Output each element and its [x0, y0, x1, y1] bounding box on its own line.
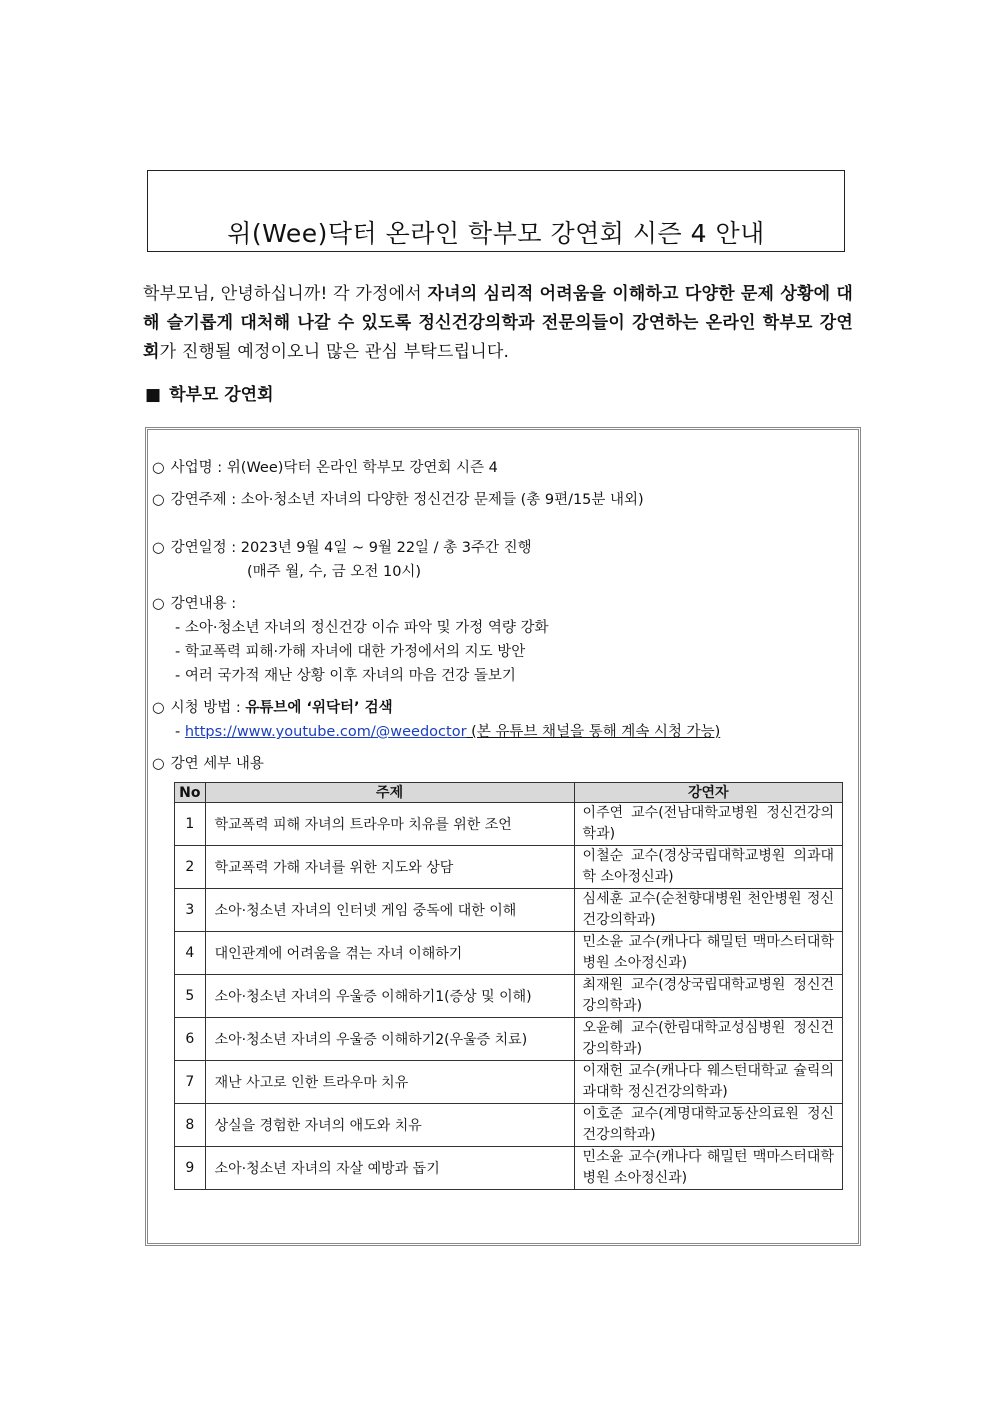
- table-row: [175, 1104, 843, 1147]
- circle-bullet-icon: ○: [152, 540, 165, 556]
- row-speaker: 민소윤 교수(캐나다 해밀턴 맥마스터대학병원 소아정신과): [574, 1147, 842, 1190]
- watch-dash: -: [175, 724, 185, 740]
- row-no: 5: [175, 975, 206, 1018]
- schedule-text: 강연일정 : 2023년 9월 4일 ~ 9월 22일 / 총 3주간 진행: [170, 540, 532, 556]
- intro-text-2: 가 진행될 예정이오니 많은 관심 부탁드립니다.: [159, 342, 510, 362]
- intro-paragraph: [143, 280, 853, 367]
- row-no: 8: [175, 1104, 206, 1147]
- detail-theme: [152, 490, 644, 510]
- row-speaker: 이호준 교수(계명대학교동산의료원 정신건강의학과): [574, 1104, 842, 1147]
- lecture-table: [174, 782, 843, 1190]
- row-no: 3: [175, 889, 206, 932]
- header-no: No: [175, 783, 206, 803]
- row-speaker: 오윤혜 교수(한림대학교성심병원 정신건강의학과): [574, 1018, 842, 1061]
- detail-schedule: [152, 538, 532, 558]
- detail-watch: [152, 698, 393, 718]
- row-speaker: 이재헌 교수(캐나다 웨스턴대학교 슐릭의과대학 정신건강의학과): [574, 1061, 842, 1104]
- circle-bullet-icon: ○: [152, 700, 165, 716]
- row-topic: 상실을 경험한 자녀의 애도와 치유: [205, 1104, 574, 1147]
- table-row: [175, 846, 843, 889]
- row-speaker: 심세훈 교수(순천향대병원 천안병원 정신건강의학과): [574, 889, 842, 932]
- detail-lecture-label: [152, 754, 264, 774]
- watch-note: (본 유튜브 채널을 통해 계속 시청 가능): [466, 724, 721, 740]
- row-topic: 재난 사고로 인한 트라우마 치유: [205, 1061, 574, 1104]
- section-heading-label: 학부모 강연회: [169, 385, 274, 405]
- content-item: - 여러 국가적 재난 상황 이후 자녀의 마음 건강 돌보기: [175, 668, 516, 684]
- row-no: 4: [175, 932, 206, 975]
- table-row: [175, 1147, 843, 1190]
- row-speaker: 이철순 교수(경상국립대학교병원 의과대학 소아정신과): [574, 846, 842, 889]
- watch-link-line: [175, 722, 720, 742]
- schedule-sub: (매주 월, 수, 금 오전 10시): [247, 564, 422, 580]
- circle-bullet-icon: ○: [152, 756, 165, 772]
- page-title: 위(Wee)닥터 온라인 학부모 강연회 시즌 4 안내: [227, 219, 765, 248]
- youtube-link[interactable]: https://www.youtube.com/@weedoctor: [184, 724, 467, 740]
- row-topic: 소아·청소년 자녀의 자살 예방과 돕기: [205, 1147, 574, 1190]
- project-text: 사업명 : 위(Wee)닥터 온라인 학부모 강연회 시즌 4: [170, 460, 498, 476]
- theme-text: 강연주제 : 소아·청소년 자녀의 다양한 정신건강 문제들 (총 9편/15분 내외): [170, 492, 644, 508]
- intro-text-1: 학부모님, 안녕하십니까! 각 가정에서: [143, 284, 428, 304]
- row-speaker: 이주연 교수(전남대학교병원 정신건강의학과): [574, 803, 842, 846]
- table-row: [175, 932, 843, 975]
- table-row: [175, 889, 843, 932]
- row-topic: 소아·청소년 자녀의 우울증 이해하기2(우울증 치료): [205, 1018, 574, 1061]
- title-box: [147, 170, 845, 252]
- table-row: [175, 803, 843, 846]
- row-no: 9: [175, 1147, 206, 1190]
- row-no: 7: [175, 1061, 206, 1104]
- header-topic: 주제: [205, 783, 574, 803]
- content-item: - 소아·청소년 자녀의 정신건강 이슈 파악 및 가정 역량 강화: [175, 620, 549, 636]
- row-topic: 학교폭력 피해 자녀의 트라우마 치유를 위한 조언: [205, 803, 574, 846]
- row-no: 1: [175, 803, 206, 846]
- table-row: [175, 975, 843, 1018]
- row-topic: 대인관계에 어려움을 겪는 자녀 이해하기: [205, 932, 574, 975]
- circle-bullet-icon: ○: [152, 460, 165, 476]
- row-no: 6: [175, 1018, 206, 1061]
- circle-bullet-icon: ○: [152, 492, 165, 508]
- circle-bullet-icon: ○: [152, 596, 165, 612]
- row-no: 2: [175, 846, 206, 889]
- content-item: - 학교폭력 피해·가해 자녀에 대한 가정에서의 지도 방안: [175, 644, 526, 660]
- table-row: [175, 1061, 843, 1104]
- watch-label: 시청 방법 :: [170, 700, 246, 716]
- row-speaker: 민소윤 교수(캐나다 해밀턴 맥마스터대학병원 소아정신과): [574, 932, 842, 975]
- intro-bold-text: 자녀의 심리적 어려움을 이해하고 다양한 문제 상황에 대해 슬기롭게 대처해 나갈 수 있도록 정신건강의학과 전문의들이 강연하는 온라인 학부모 강연회: [143, 284, 853, 362]
- row-topic: 소아·청소년 자녀의 우울증 이해하기1(증상 및 이해): [205, 975, 574, 1018]
- detail-project: [152, 458, 498, 478]
- row-topic: 소아·청소년 자녀의 인터넷 게임 중독에 대한 이해: [205, 889, 574, 932]
- square-bullet-icon: ■: [145, 385, 162, 405]
- header-speaker: 강연자: [574, 783, 842, 803]
- table-row: [175, 1018, 843, 1061]
- content-label-text: 강연내용 :: [170, 596, 237, 612]
- watch-bold: 유튜브에 ‘위닥터’ 검색: [245, 700, 393, 716]
- detail-label-text: 강연 세부 내용: [170, 756, 264, 772]
- row-speaker: 최재원 교수(경상국립대학교병원 정신건강의학과): [574, 975, 842, 1018]
- table-header-row: [175, 783, 843, 803]
- row-topic: 학교폭력 가해 자녀를 위한 지도와 상담: [205, 846, 574, 889]
- detail-content-label: [152, 594, 236, 614]
- section-heading: [145, 382, 274, 408]
